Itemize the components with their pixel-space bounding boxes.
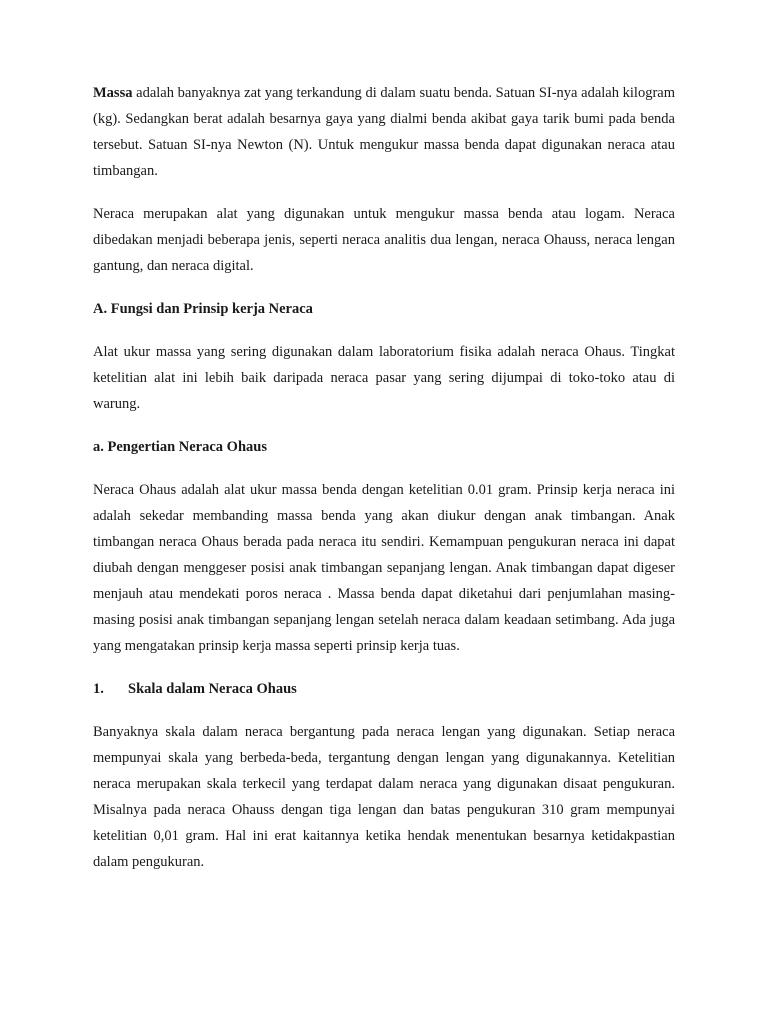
document-page [93,80,675,892]
neraca-types-paragraph: Neraca merupakan alat yang digunakan untuk mengukur massa benda atau logam. Neraca dibedakan menjadi beberapa jenis, seperti neraca analitis dua lengan, neraca Ohauss, neraca lengan gantung, dan neraca digital. [93,206,675,274]
section-1-paragraph: Banyaknya skala dalam neraca bergantung pada neraca lengan yang digunakan. Setiap neraca mempunyai skala yang berbeda-beda, tergantung dengan lengan yang digunakannya. Ketelitian neraca merupakan skala terkecil yang terdapat dalam neraca yang digunakan disaat pengukuran. Misalnya pada neraca Ohauss dengan tiga lengan dan batas pengukuran 310 gram mempunyai ketelitian 0,01 gram. Hal ini erat kaitannya ketika hendak menentukan besarnya ketidakpastian dalam pengukuran. [93,724,675,870]
section-1-heading [93,676,675,702]
intro-paragraph [93,80,675,184]
section-1-number: 1. [93,681,104,697]
intro-bold-term: Massa [93,85,133,101]
section-a-heading: A. Fungsi dan Prinsip kerja Neraca [93,301,313,317]
intro-text: adalah banyaknya zat yang terkandung di dalam suatu benda. Satuan SI-nya adalah kilogram (kg). Sedangkan berat adalah besarnya gaya yang dialmi benda akibat gaya tarik bumi pada benda tersebut. Satuan SI-nya Newton (N). Untuk mengukur massa benda dapat digunakan neraca atau timbangan. [93,85,675,179]
section-1-title: Skala dalam Neraca Ohaus [128,681,297,697]
section-a-paragraph: Alat ukur massa yang sering digunakan dalam laboratorium fisika adalah neraca Ohaus. Tingkat ketelitian alat ini lebih baik daripada neraca pasar yang sering dijumpai di toko-toko atau di warung. [93,344,675,412]
subsection-a-heading: a. Pengertian Neraca Ohaus [93,439,267,455]
subsection-a-paragraph: Neraca Ohaus adalah alat ukur massa benda dengan ketelitian 0.01 gram. Prinsip kerja neraca ini adalah sekedar membanding massa benda yang akan diukur dengan anak timbangan. Anak timbangan neraca Ohaus berada pada neraca itu sendiri. Kemampuan pengukuran neraca ini dapat diubah dengan menggeser posisi anak timbangan sepanjang lengan. Anak timbangan dapat digeser menjauh atau mendekati poros neraca . Massa benda dapat diketahui dari penjumlahan masing-masing posisi anak timbangan sepanjang lengan setelah neraca dalam keadaan setimbang. Ada juga yang mengatakan prinsip kerja massa seperti prinsip kerja tuas. [93,482,675,654]
